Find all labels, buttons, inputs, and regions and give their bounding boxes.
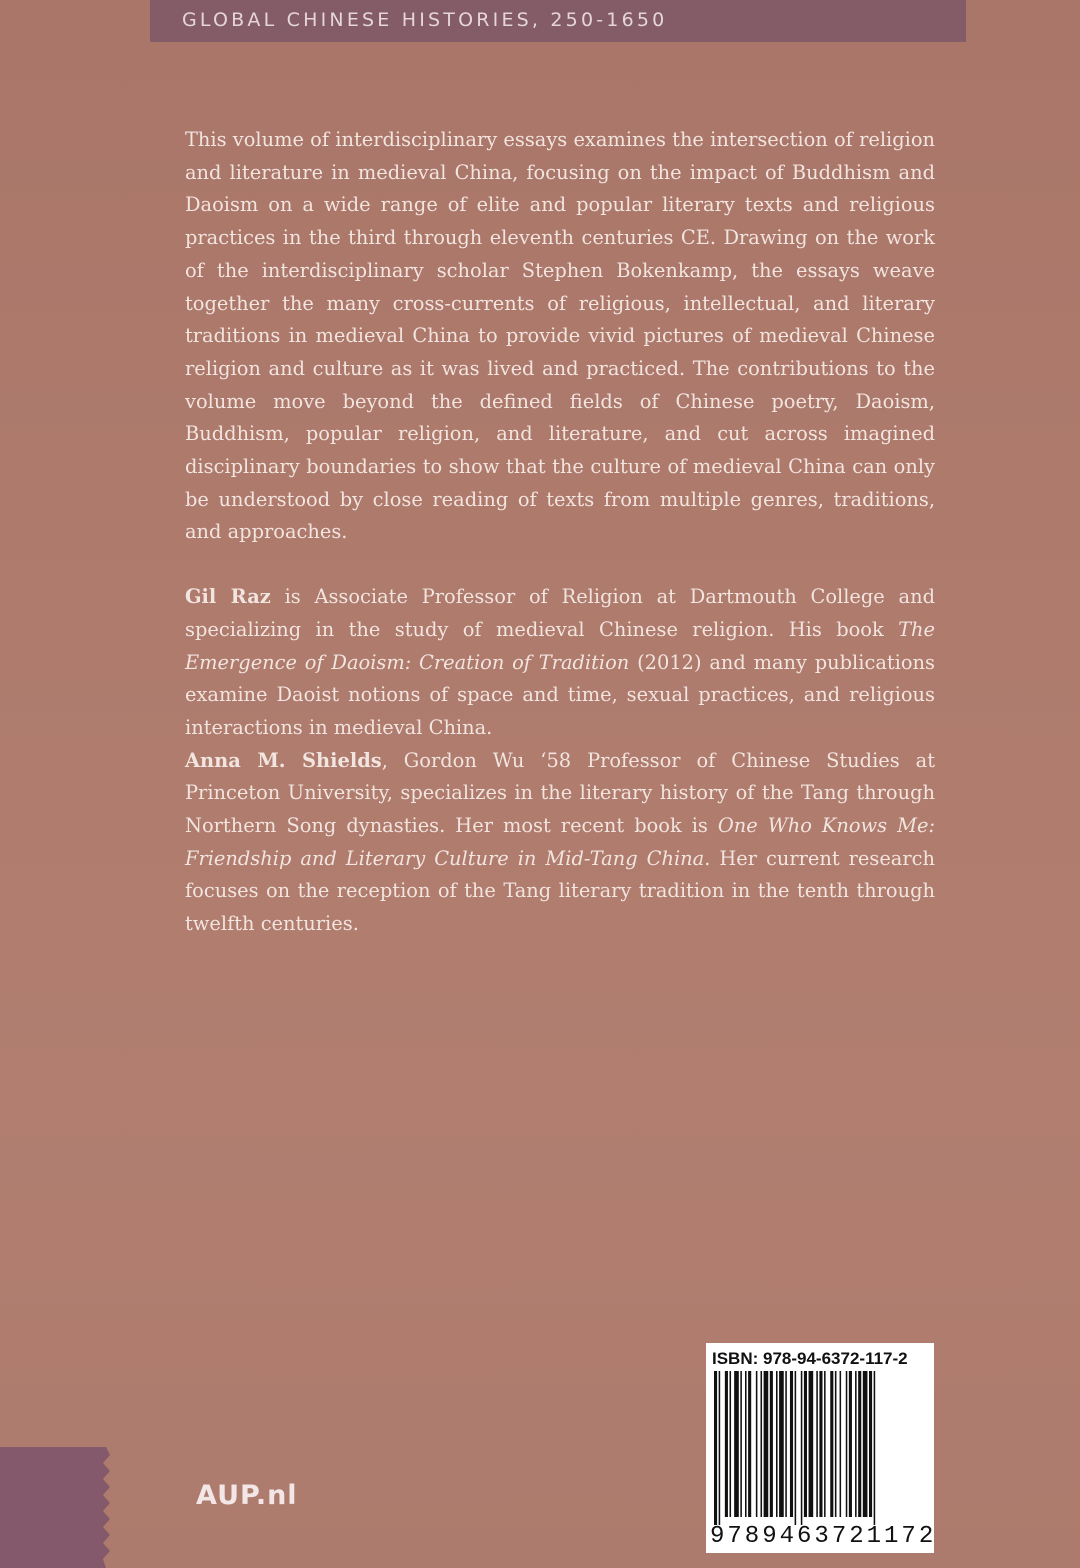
book-title: The Emergence of Daoism: Creation of Tradition xyxy=(185,617,935,674)
barcode-bar xyxy=(804,1371,807,1517)
blurb-paragraph: This volume of interdisciplinary essays examines the intersection of religion and literature in medieval China, focusing on the impact of Buddhism and Daoism on a wide range of elite and popular literary texts and religious practices in the third through eleventh centuries CE. Drawing on the work of the interdisciplinary scholar Stephen Bokenkamp, the essays weave together the many cross-currents of religious, intellectual, and literary traditions in medieval China to provide vivid pictures of medieval Chinese religion and culture as it was lived and practiced. The contributions to the volume move beyond the defined fields of Chinese poetry, Daoism, Buddhism, popular religion, and literature, and cut across imagined disciplinary boundaries to show that the culture of medieval China can only be understood by close reading of texts from multiple genres, traditions, and approaches. xyxy=(185,128,935,544)
barcode-bar xyxy=(855,1371,857,1517)
barcode-bar xyxy=(756,1371,758,1517)
series-banner xyxy=(150,0,966,42)
barcode-bar xyxy=(819,1371,822,1517)
barcode-bar xyxy=(785,1371,787,1517)
barcode-bar xyxy=(869,1371,872,1517)
barcode-bar xyxy=(849,1371,852,1517)
publisher-url: AUP.nl xyxy=(196,1480,298,1511)
author-bio xyxy=(185,745,935,941)
barcode-bar xyxy=(725,1371,728,1517)
barcode-digits: 9789463721172 xyxy=(710,1523,937,1550)
barcode-bar xyxy=(779,1371,784,1517)
cover-text xyxy=(185,124,935,941)
barcode-bar xyxy=(830,1371,833,1517)
barcode-bar xyxy=(719,1371,721,1525)
book-title: One Who Knows Me: Friendship and Literary Culture in Mid-Tang China xyxy=(185,814,935,870)
barcode-bar xyxy=(858,1371,861,1517)
barcode-bar xyxy=(846,1371,848,1517)
barcode-bar xyxy=(770,1371,773,1517)
barcode-bar xyxy=(790,1371,793,1517)
barcode-bar xyxy=(745,1371,747,1517)
barcode-bar xyxy=(761,1371,763,1517)
barcode-bar xyxy=(835,1371,837,1517)
zigzag-edge xyxy=(96,1447,110,1568)
author-bio xyxy=(185,581,935,745)
barcode-bar xyxy=(863,1371,868,1517)
series-title: GLOBAL CHINESE HISTORIES, 250-1650 xyxy=(182,9,668,31)
barcode-bar xyxy=(795,1371,797,1525)
isbn-barcode xyxy=(706,1343,937,1553)
barcode-bar xyxy=(740,1371,742,1517)
barcode-bar xyxy=(776,1371,778,1517)
author-bio-text: is Associate Professor of Religion at Dartmouth College and specializing in the study of medieval Chinese religion. His book xyxy=(185,585,936,641)
author-bio-text: (2012) and many publications examine Daoist notions of space and time, sexual practices, and religious interactions in medieval China. xyxy=(185,650,935,739)
barcode-bar xyxy=(840,1371,842,1517)
isbn-label: ISBN: 978-94-6372-117-2 xyxy=(712,1349,908,1368)
barcode-bar xyxy=(809,1371,814,1517)
barcode-bar xyxy=(816,1371,818,1517)
author-name: Gil Raz xyxy=(185,585,271,609)
barcode-bar xyxy=(714,1371,717,1525)
barcode-bar xyxy=(874,1371,876,1525)
barcode-bar xyxy=(764,1371,769,1517)
publisher-tab xyxy=(0,1447,96,1568)
barcode-bar xyxy=(748,1371,751,1517)
barcode-bar xyxy=(824,1371,826,1517)
barcode-bar xyxy=(730,1371,732,1517)
author-bio-text: . Her current research focuses on the reception of the Tang literary tradition in the tenth through twelfth centuries. xyxy=(185,846,935,936)
author-bio-text: , Gordon Wu ‘58 Professor of Chinese Studies at Princeton University, specializes in the literary history of the Tang through Northern Song dynasties. Her most recent book is xyxy=(185,748,935,838)
barcode-bars xyxy=(706,1369,934,1525)
author-name: Anna M. Shields xyxy=(185,748,382,772)
barcode-bar xyxy=(734,1371,739,1517)
barcode-bar xyxy=(801,1371,803,1525)
